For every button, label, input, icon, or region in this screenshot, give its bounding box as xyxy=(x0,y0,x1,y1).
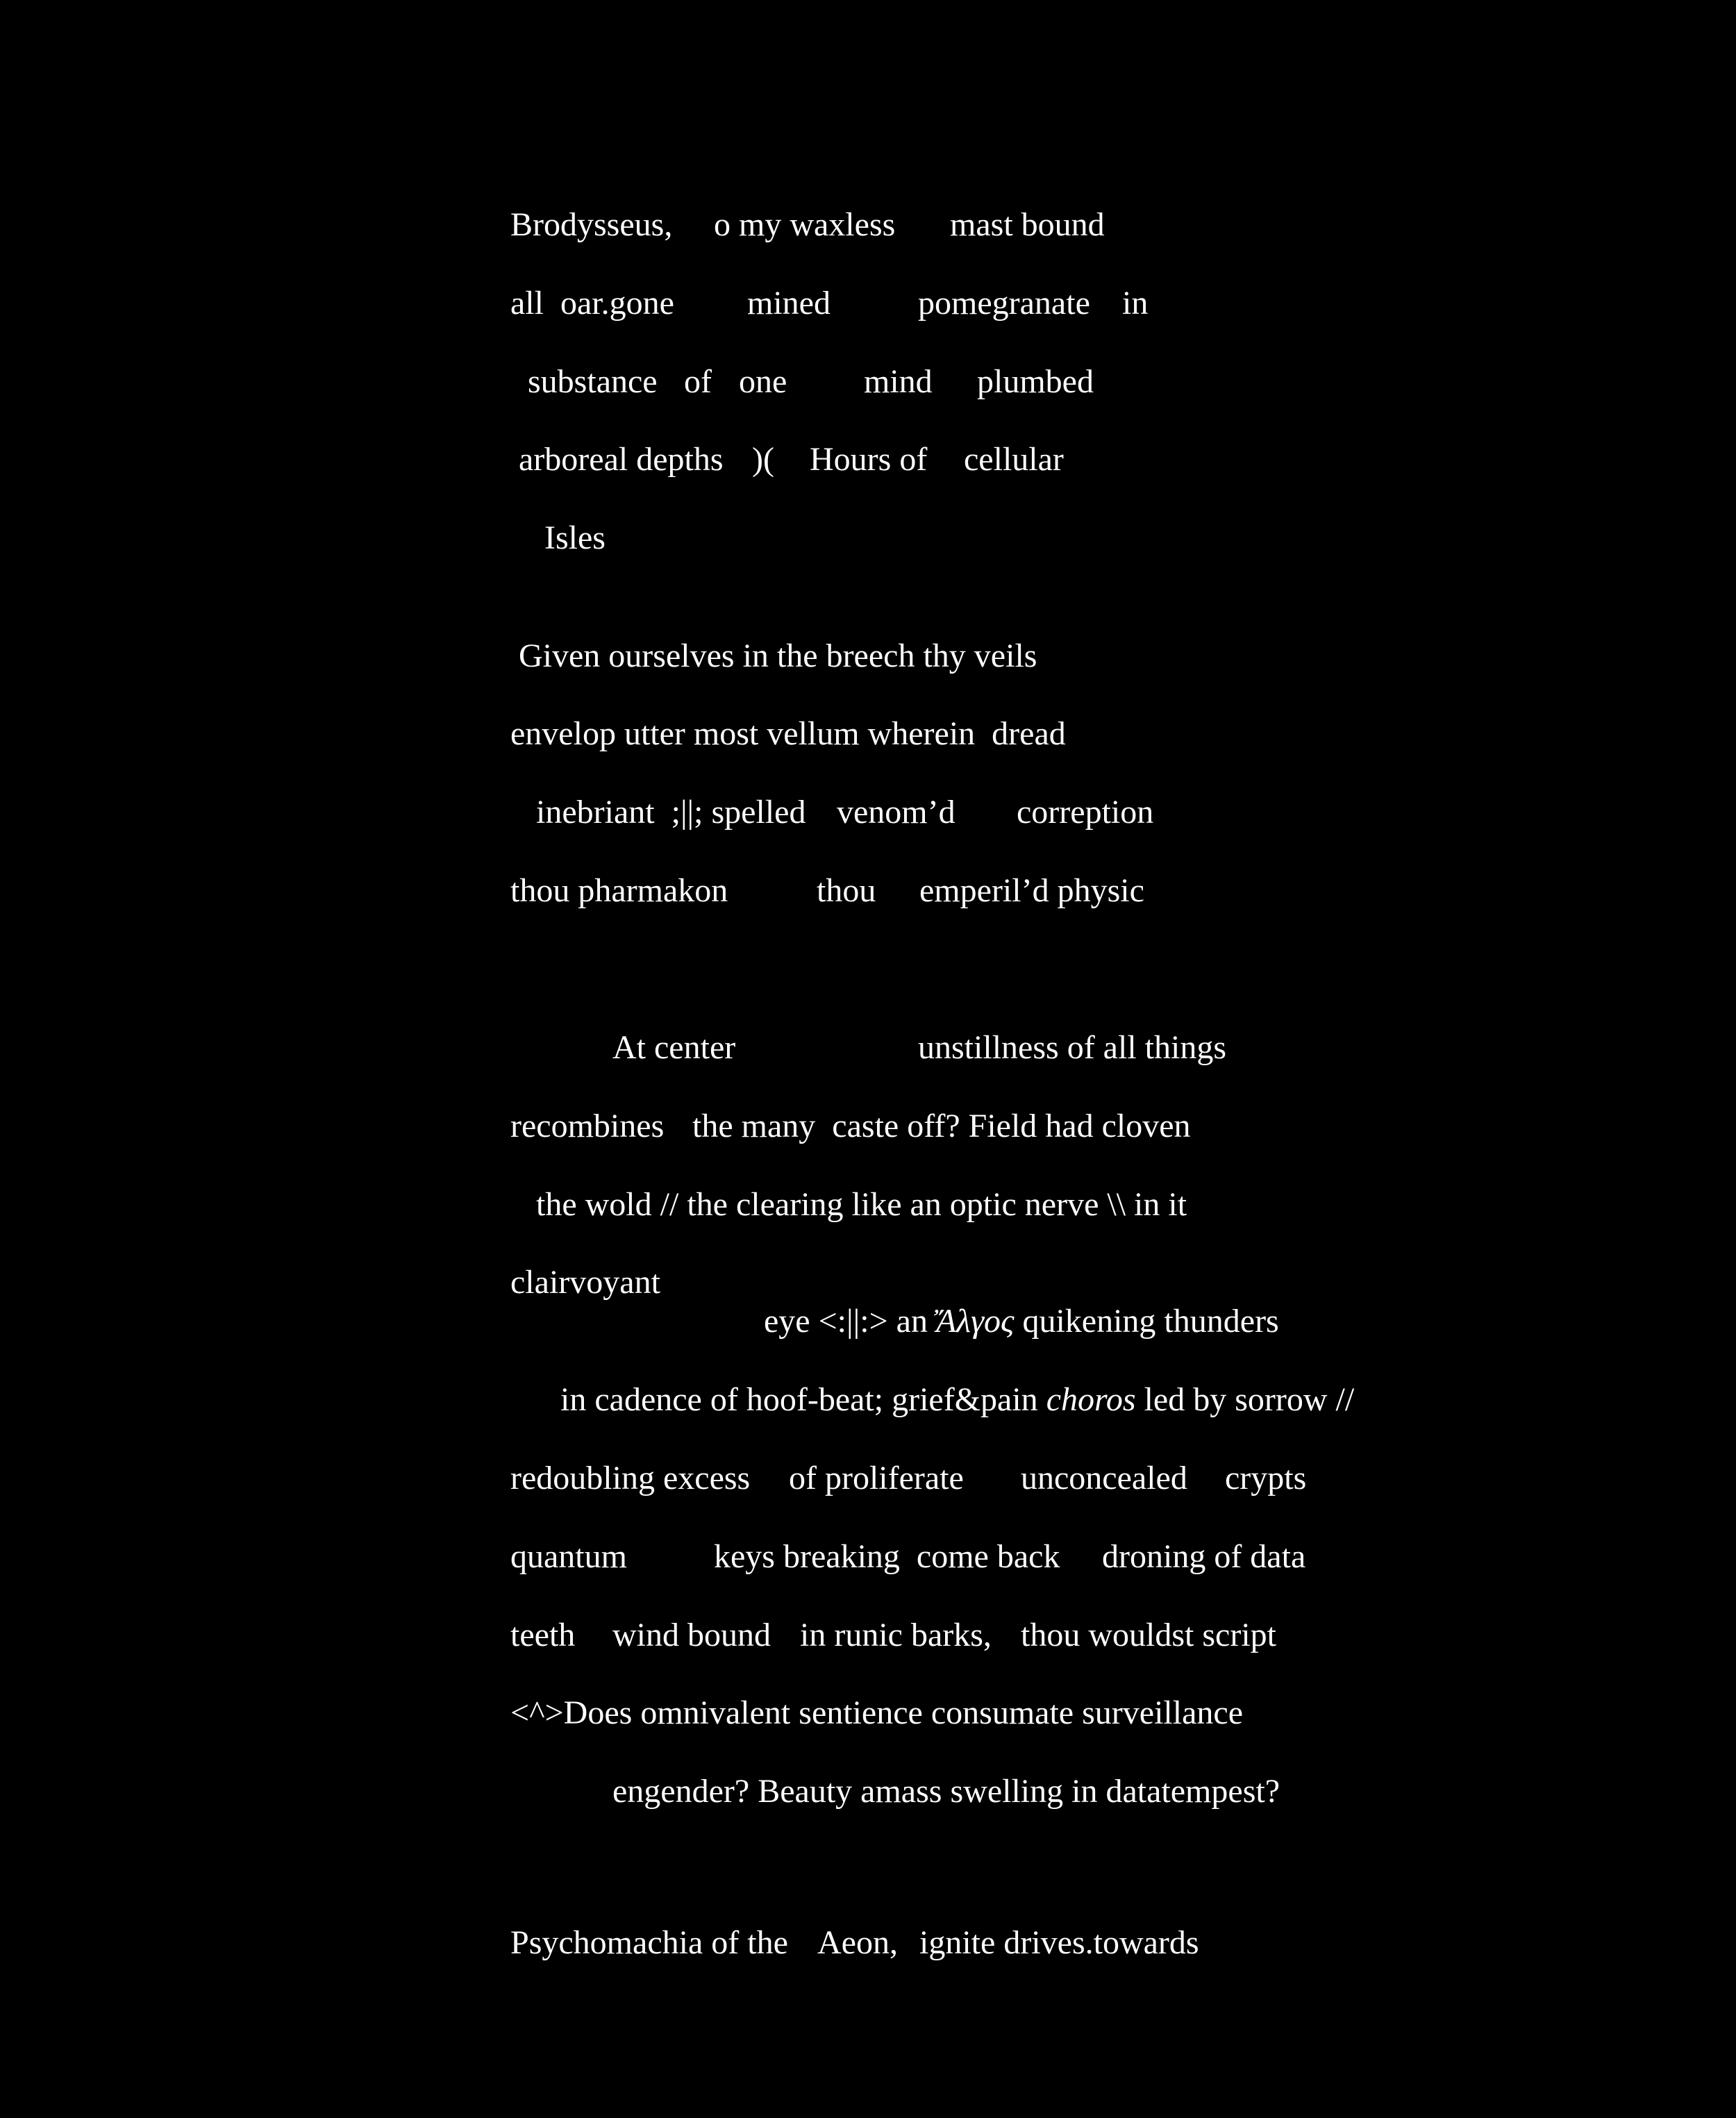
line-segment: wind bound xyxy=(612,1617,771,1653)
line-segment: in runic barks, xyxy=(800,1617,992,1653)
line-segment: redoubling excess xyxy=(510,1460,751,1496)
line-segment: thou xyxy=(817,872,876,909)
poem-line xyxy=(0,1924,1199,2118)
line-segment: mast bound xyxy=(950,206,1105,243)
line-segment: keys breaking come back xyxy=(714,1538,1060,1575)
line-segment: emperil’d physic xyxy=(919,872,1144,909)
line-segment: Aeon, xyxy=(817,1924,898,1961)
line-segment: thou wouldst script xyxy=(1021,1617,1276,1653)
line-segment: ignite drives.towards xyxy=(919,1924,1199,1961)
line-segment: cellular xyxy=(964,441,1064,478)
line-segment: the many caste off? Field had cloven xyxy=(692,1108,1191,1144)
line-segment: quantum xyxy=(510,1538,627,1575)
line-segment: clairvoyant xyxy=(510,1264,660,1301)
line-segment xyxy=(510,1342,1354,1458)
line-segment: mind xyxy=(864,363,933,400)
line-segment: droning of data xyxy=(1102,1538,1306,1575)
poem-line xyxy=(0,1772,1280,1889)
line-segment: <^>Does omnivalent sentience consumate surveillance xyxy=(510,1694,1243,1731)
line-segment-part: led by sorrow // xyxy=(1135,1381,1355,1418)
line-segment: arboreal depths xyxy=(519,441,724,478)
line-segment-part: eye <:||:> an xyxy=(764,1303,936,1340)
line-segment: venom’d xyxy=(837,794,955,831)
line-segment: of proliferate xyxy=(789,1460,964,1496)
line-segment: Isles xyxy=(544,519,606,556)
line-segment: in xyxy=(1122,285,1149,322)
poem-line xyxy=(0,1342,1355,1458)
line-segment-part: choros xyxy=(1046,1381,1136,1418)
line-segment: Hours of xyxy=(810,441,928,478)
line-segment: plumbed xyxy=(977,363,1094,400)
line-segment: At center xyxy=(612,1029,736,1066)
line-segment: unconcealed xyxy=(1021,1460,1187,1496)
line-segment: the wold // the clearing like an optic nerve \\ in it xyxy=(536,1186,1187,1223)
line-segment: )( xyxy=(752,441,774,478)
line-segment: teeth xyxy=(510,1617,576,1653)
line-segment: of xyxy=(684,363,712,400)
line-segment: recombines xyxy=(510,1108,665,1144)
line-segment: inebriant ;||; spelled xyxy=(536,794,806,831)
line-segment: Given ourselves in the breech thy veils xyxy=(519,637,1037,674)
line-segment: correption xyxy=(1017,794,1154,831)
line-segment: Brodysseus, xyxy=(510,206,673,243)
line-segment: substance xyxy=(528,363,658,400)
line-segment: unstillness of all things xyxy=(918,1029,1226,1066)
line-segment: crypts xyxy=(1225,1460,1307,1496)
line-segment: all oar.gone xyxy=(510,285,674,322)
line-segment-part: Ἄλγος xyxy=(935,1303,1015,1340)
line-segment: mined xyxy=(747,285,831,322)
line-segment-part: quikening thunders xyxy=(1014,1303,1279,1340)
line-segment: engender? Beauty amass swelling in datatempest? xyxy=(612,1773,1280,1810)
line-segment: one xyxy=(739,363,787,400)
line-segment: o my waxless xyxy=(714,206,896,243)
line-segment-part: in cadence of hoof-beat; grief&pain xyxy=(560,1381,1046,1418)
line-segment: pomegranate xyxy=(918,285,1090,322)
line-segment: thou pharmakon xyxy=(510,872,728,909)
line-segment: Psychomachia of the xyxy=(510,1924,788,1961)
line-segment: envelop utter most vellum wherein dread xyxy=(510,715,1066,752)
poem-line xyxy=(0,519,606,635)
